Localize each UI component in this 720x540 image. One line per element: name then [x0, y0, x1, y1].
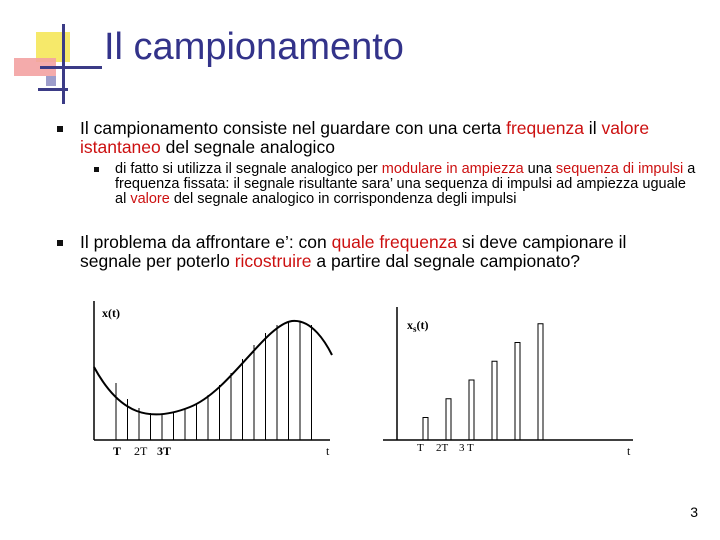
analog-signal-figure [80, 295, 340, 465]
highlight-ricostruire: ricostruire [234, 251, 312, 271]
page-number: 3 [690, 504, 698, 520]
tick-label-T: T [417, 442, 424, 454]
tick-label-2T: 2T [436, 442, 449, 454]
y-axis-label: $x_s(t)$ [407, 318, 429, 334]
text-run: del segnale analogico [160, 137, 335, 157]
text-run: a partire dal segnale campionato? [311, 251, 581, 271]
sub-bullet-marker [94, 167, 99, 172]
text-run: una [523, 161, 556, 177]
bullet-marker [57, 126, 63, 132]
signal-curve [94, 321, 332, 415]
text-run: si deve campionare il segnale per poterlo [80, 232, 627, 271]
sampled-signal-figure [375, 295, 645, 465]
highlight-sequenza-impulsi: sequenza di impulsi [555, 161, 684, 177]
text-run: a frequenza fissata: il segnale risultante sara’ una sequenza di impulsi ad ampiezza uguale al [115, 161, 696, 207]
x-axis-label: t [627, 444, 631, 458]
sample-pulse [492, 361, 497, 440]
sample-pulse [469, 380, 474, 440]
bullet-1-text [80, 119, 690, 157]
text-run: del segnale analogico in corrispondenza degli impulsi [169, 191, 517, 207]
highlight-quale-frequenza: quale frequenza [331, 232, 458, 252]
y-axis-label: x(t) [102, 306, 120, 320]
slide-logo-decoration [0, 0, 110, 110]
highlight-valore: valore [130, 191, 170, 207]
text-run: Il problema da affrontare e’: con [80, 232, 332, 252]
sample-pulse [515, 343, 520, 441]
tick-label-T: T [113, 444, 122, 458]
text-run: Il campionamento consiste nel guardare con una certa [80, 118, 507, 138]
bullet-2-text [80, 233, 690, 271]
sample-pulse [446, 399, 451, 440]
sub-bullet-text [115, 162, 700, 207]
tick-label-2T: 2T [134, 444, 148, 458]
highlight-frequenza: frequenza [506, 118, 584, 138]
sample-pulse [538, 324, 543, 440]
bullet-marker [57, 240, 63, 246]
highlight-modulare: modulare in ampiezza [381, 161, 524, 177]
slide-title: Il campionamento [104, 26, 404, 68]
tick-label-3T: 3T [157, 444, 172, 458]
highlight-valore-istantaneo: valore istantaneo [80, 118, 650, 157]
x-axis-label: t [326, 444, 330, 458]
tick-label-3T: 3 T [459, 442, 474, 454]
sample-pulse [423, 418, 428, 441]
text-run: il [583, 118, 602, 138]
text-run: di fatto si utilizza il segnale analogico per [115, 161, 382, 177]
